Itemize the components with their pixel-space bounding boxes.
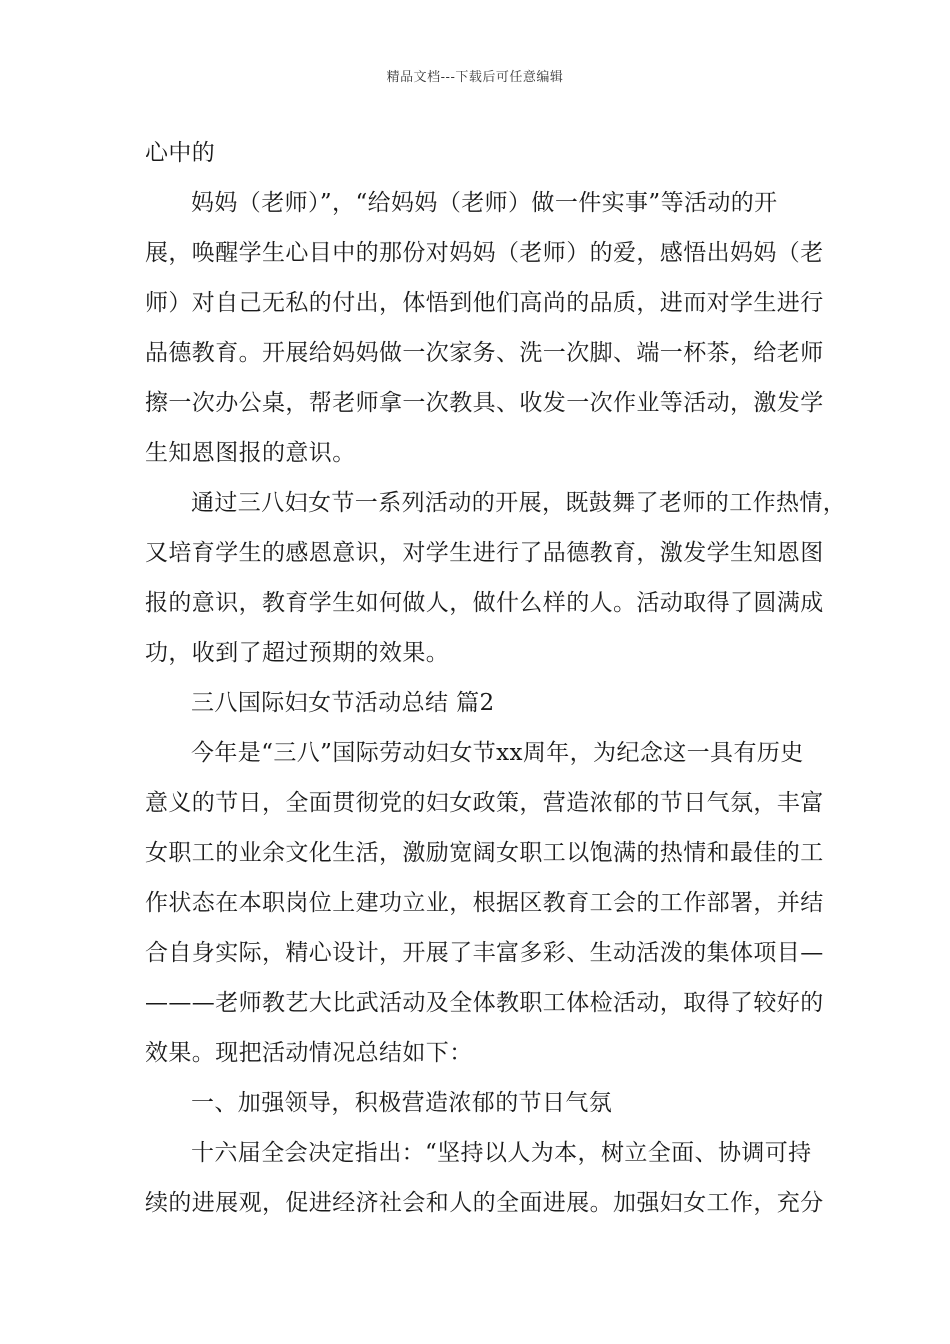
text-line: 展，唤醒学生心目中的那份对妈妈（老师）的爱，感悟出妈妈（老: [145, 240, 824, 266]
text-line: 师）对自己无私的付出，体悟到他们高尚的品质，进而对学生进行: [145, 290, 824, 316]
document-body: [145, 128, 847, 1228]
text-line: 今年是“三八”国际劳动妇女节xx周年，为纪念这一具有历史: [191, 740, 804, 766]
text-line: 报的意识，教育学生如何做人，做什么样的人。活动取得了圆满成: [145, 590, 824, 616]
text-line: 又培育学生的感恩意识，对学生进行了品德教育，激发学生知恩图: [145, 540, 824, 566]
section-heading: 三八国际妇女节活动总结 篇2: [191, 690, 495, 716]
subsection-heading: 一、加强领导，积极营造浓郁的节日气氛: [191, 1090, 613, 1116]
text-line: 心中的: [145, 140, 216, 166]
text-line: 品德教育。开展给妈妈做一次家务、洗一次脚、端一杯茶，给老师: [145, 340, 824, 366]
text-line: 生知恩图报的意识。: [145, 440, 356, 466]
text-line: 十六届全会决定指出：“坚持以人为本，树立全面、协调可持: [191, 1140, 812, 1166]
text-line: 通过三八妇女节一系列活动的开展，既鼓舞了老师的工作热情，: [191, 490, 847, 516]
text-line: 擦一次办公桌，帮老师拿一次教具、收发一次作业等活动，激发学: [145, 390, 824, 416]
text-line: 作状态在本职岗位上建功立业，根据区教育工会的工作部署，并结: [145, 890, 824, 916]
text-line: 合自身实际，精心设计，开展了丰富多彩、生动活泼的集体项目—: [145, 940, 824, 966]
text-line: 妈妈（老师）”，“给妈妈（老师）做一件实事”等活动的开: [191, 190, 778, 216]
text-line: 意义的节日，全面贯彻党的妇女政策，营造浓郁的节日气氛，丰富: [145, 790, 824, 816]
text-line: 功，收到了超过预期的效果。: [145, 640, 450, 666]
text-line: 效果。现把活动情况总结如下：: [145, 1040, 473, 1066]
text-line: ———老师教艺大比武活动及全体教职工体检活动，取得了较好的: [145, 990, 824, 1016]
text-line: 女职工的业余文化生活，激励宽阔女职工以饱满的热情和最佳的工: [145, 840, 824, 866]
text-line: 续的进展观，促进经济社会和人的全面进展。加强妇女工作，充分: [145, 1190, 824, 1216]
page-header-note: 精品文档---下载后可任意编辑: [386, 70, 564, 85]
